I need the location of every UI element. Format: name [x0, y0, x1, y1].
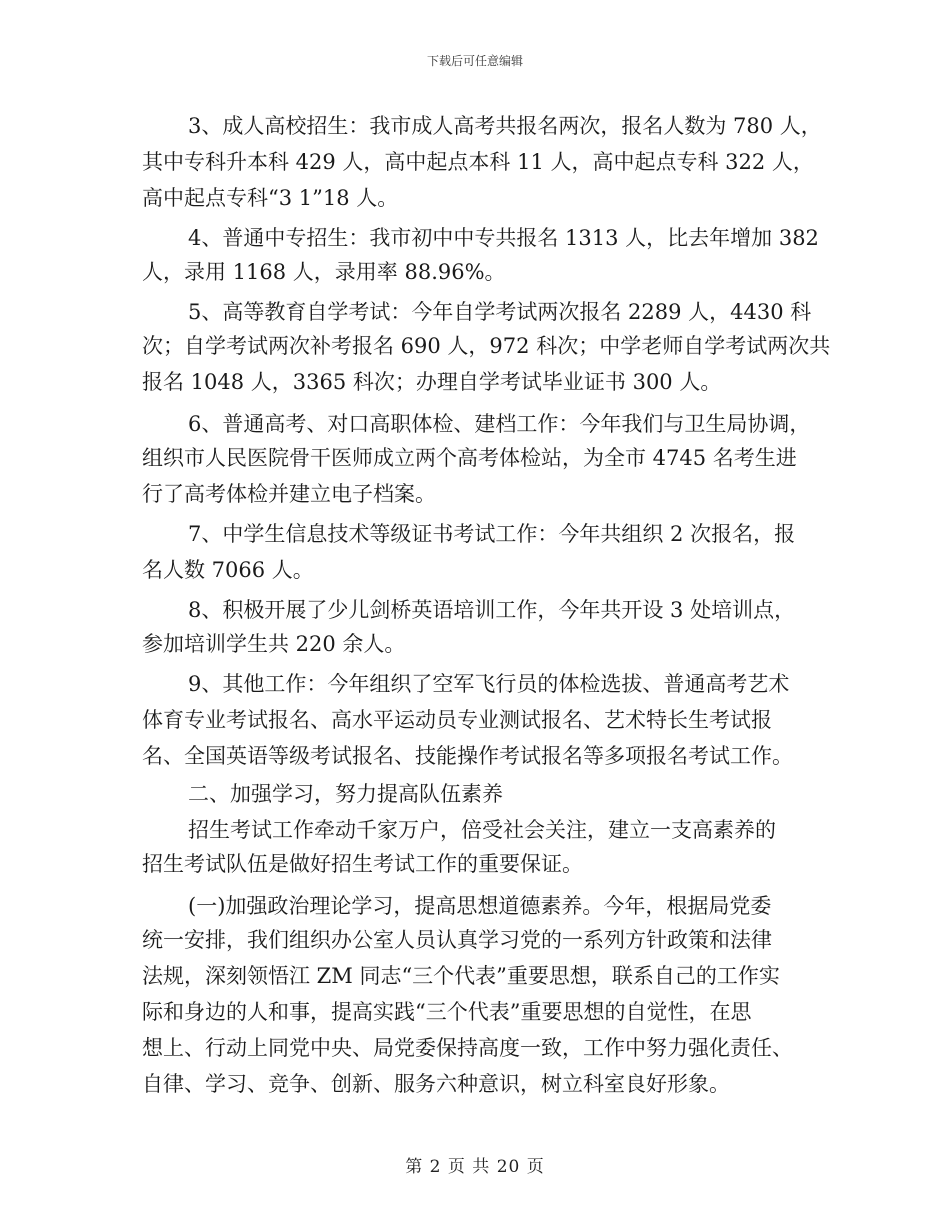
page-header: 下载后可任意编辑	[426, 54, 523, 68]
text-line: 组织市人民医院骨干医师成立两个高考体检站，为全市 4745 名考生进	[142, 446, 797, 470]
text-line: 名、全国英语等级考试报名、技能操作考试报名等多项报名考试工作。	[142, 744, 793, 768]
text-line: 7、中学生信息技术等级证书考试工作：今年共组织 2 次报名，报	[188, 522, 796, 546]
text-line: 高中起点专科“3 1”18 人。	[142, 186, 399, 210]
text-line: 报名 1048 人，3365 科次；办理自学考试毕业证书 300 人。	[142, 370, 722, 394]
text-line: 统一安排，我们组织办公室人员认真学习党的一系列方针政策和法律	[142, 928, 772, 952]
text-line: 自律、学习、竞争、创新、服务六种意识，树立科室良好形象。	[142, 1072, 730, 1096]
text-line: 9、其他工作：今年组织了空军飞行员的体检选拔、普通高考艺术	[188, 672, 790, 696]
text-line: 招生考试工作牵动千家万户，倍受社会关注，建立一支高素养的	[188, 818, 776, 842]
text-line: 3、成人高校招生：我市成人高考共报名两次，报名人数为 780 人，	[188, 114, 822, 138]
page-footer: 第 2 页 共 20 页	[405, 1157, 545, 1177]
text-line: 次；自学考试两次补考报名 690 人，972 科次；中学老师自学考试两次共	[142, 334, 831, 358]
text-line: 招生考试队伍是做好招生考试工作的重要保证。	[142, 852, 583, 876]
text-line: 行了高考体检并建立电子档案。	[142, 482, 436, 506]
text-line: 其中专科升本科 429 人，高中起点本科 11 人，高中起点专科 322 人，	[142, 150, 814, 174]
text-line: 5、高等教育自学考试：今年自学考试两次报名 2289 人，4430 科	[188, 300, 812, 324]
text-line: (一)加强政治理论学习，提高思想道德素养。今年，根据局党委	[188, 894, 772, 918]
text-line: 名人数 7066 人。	[142, 558, 314, 582]
text-line: 二、加强学习，努力提高队伍素养	[188, 782, 503, 806]
text-line: 际和身边的人和事，提高实践“三个代表”重要思想的自觉性，在思	[142, 1000, 752, 1024]
text-line: 参加培训学生共 220 余人。	[142, 632, 406, 656]
text-line: 人，录用 1168 人，录用率 88.96%。	[142, 260, 506, 284]
text-line: 法规，深刻领悟江 ZM 同志“三个代表”重要思想，联系自己的工作实	[142, 964, 780, 988]
text-line: 4、普通中专招生：我市初中中专共报名 1313 人，比去年增加 382	[188, 226, 819, 250]
text-line: 6、普通高考、对口高职体检、建档工作：今年我们与卫生局协调，	[188, 412, 811, 436]
text-line: 8、积极开展了少儿剑桥英语培训工作，今年共开设 3 处培训点，	[188, 598, 796, 622]
text-line: 想上、行动上同党中央、局党委保持高度一致，工作中努力强化责任、	[142, 1036, 793, 1060]
text-line: 体育专业考试报名、高水平运动员专业测试报名、艺术特长生考试报	[142, 708, 772, 732]
